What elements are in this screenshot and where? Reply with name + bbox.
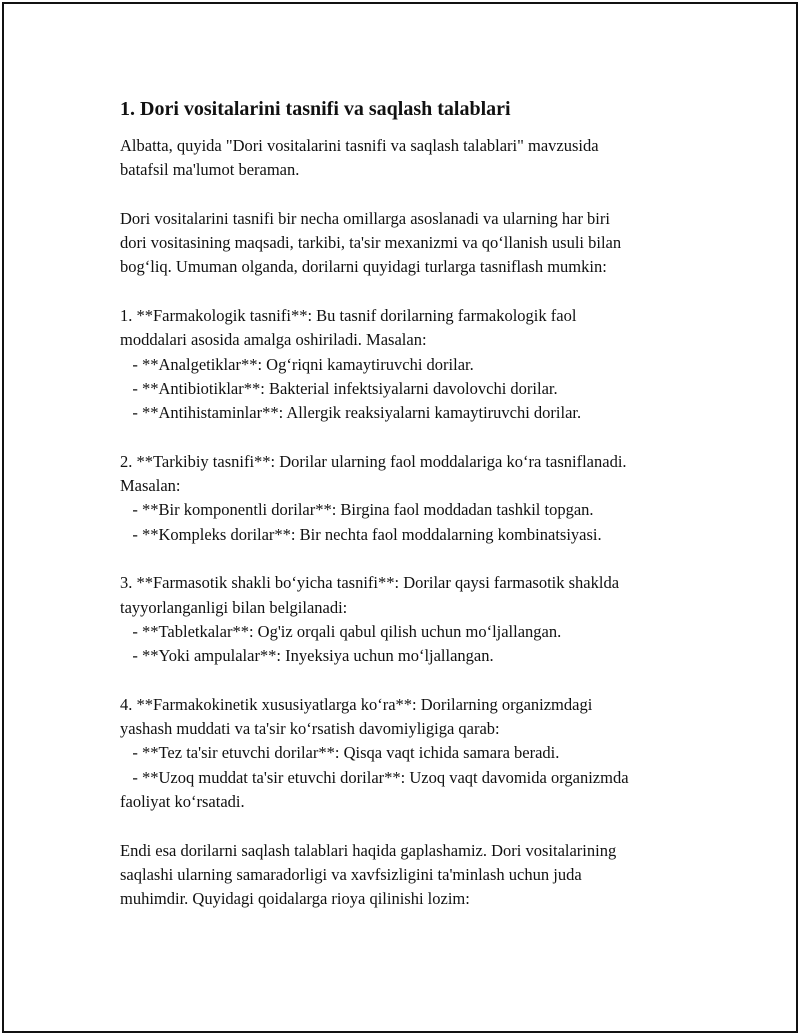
document-title: 1. Dori vositalarini tasnifi va saqlash talablari	[120, 98, 511, 120]
document-body	[120, 96, 700, 912]
intro-paragraph: Albatta, quyida "Dori vositalarini tasnifi va saqlash talablari" mavzusida batafsil ma'lumot beraman.	[120, 136, 599, 180]
paragraph-gap	[120, 280, 700, 304]
paragraph-gap	[120, 814, 700, 838]
paragraph-gap	[120, 426, 700, 450]
paragraph-gap	[120, 183, 700, 207]
section-composition: 2. **Tarkibiy tasnifi**: Dorilar ularning faol moddalariga ko‘ra tasniflanadi. Masalan: - **Bir komponentli dorilar**: Birgina faol moddadan tashkil topgan. - **Kompleks dorilar**: Bir nechta faol moddalarning kombinatsiyasi.	[120, 451, 627, 544]
section-pharmacological: 1. **Farmakologik tasnifi**: Bu tasnif dorilarning farmakologik faol moddalari asosida amalga oshiriladi. Masalan: - **Analgetiklar**: Og‘riqni kamaytiruvchi dorilar. - **Antibiotiklar**: Bakterial infektsiyalarni davolovchi dorilar. - **Antihistaminlar**: Allergik reaksiyalarni kamaytiruvchi dorilar.	[120, 306, 582, 423]
paragraph-gap	[120, 547, 700, 571]
paragraph-gap	[120, 669, 700, 693]
overview-paragraph: Dori vositalarini tasnifi bir necha omillarga asoslanadi va ularning har biri dori vositasining maqsadi, tarkibi, ta'sir mexanizmi va qo‘llanish usuli bilan bog‘liq. Umuman olganda, dorilarni quyidagi turlarga tasniflash mumkin:	[120, 208, 622, 277]
section-dosage-form: 3. **Farmasotik shakli bo‘yicha tasnifi**: Dorilar qaysi farmasotik shaklda tayyorlanganligi bilan belgilanadi: - **Tabletkalar**: Og'iz orqali qabul qilish uchun mo‘ljallangan. - **Yoki ampulalar**: Inyeksiya uchun mo‘ljallangan.	[120, 573, 620, 666]
page-frame	[2, 2, 798, 1033]
storage-intro-paragraph: Endi esa dorilarni saqlash talablari haqida gaplashamiz. Dori vositalarining saqlashi ularning samaradorligi va xavfsizligini ta'minlash uchun juda muhimdir. Quyidagi qoidalarga rioya qilinishi lozim:	[120, 840, 617, 909]
section-pharmacokinetic: 4. **Farmakokinetik xususiyatlarga ko‘ra**: Dorilarning organizmdagi yashash muddati va ta'sir ko‘rsatish davomiyligiga qarab: - **Tez ta'sir etuvchi dorilar**: Qisqa vaqt ichida samara beradi. - **Uzoq muddat ta'sir etuvchi dorilar**: Uzoq vaqt davomida organizmda faoliyat ko‘rsatadi.	[120, 694, 629, 812]
